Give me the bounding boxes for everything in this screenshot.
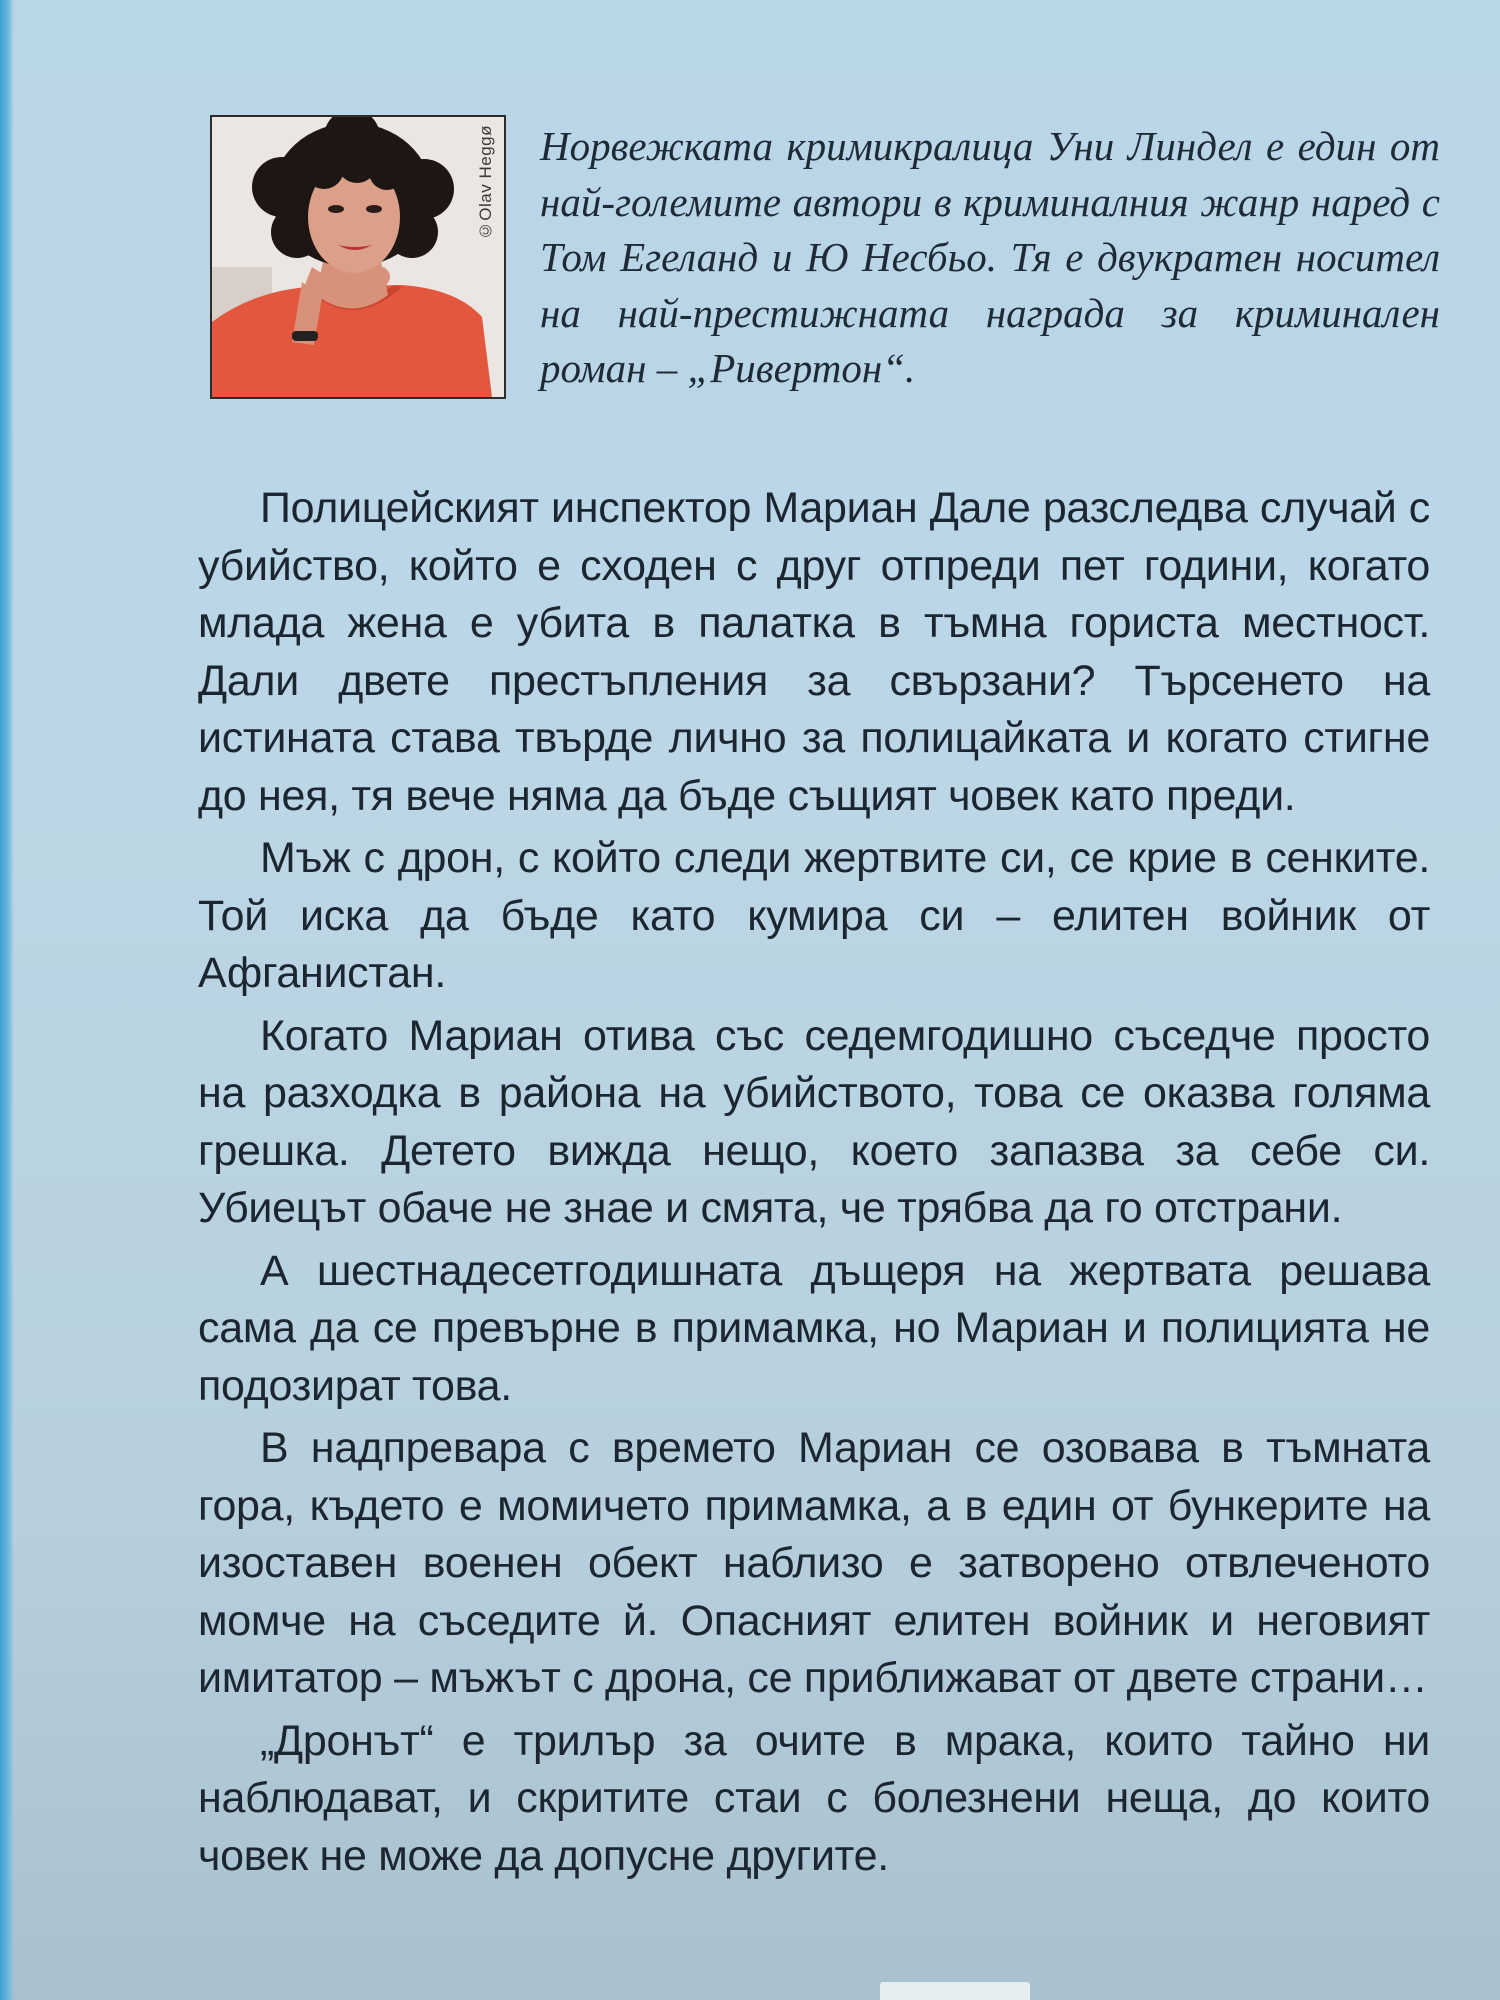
synopsis-paragraph: „Дронът“ е трилър за очите в мрака, които тайно ни наблюдават, и скритите стаи с болезнени неща, до които човек не може да допусне другите. [198, 1716, 1430, 1880]
author-bio: Норвежката кримикралица Уни Линдел е един от най-големите автори в криминалния жанр наред с Том Егеланд и Ю Несбьо. Тя е двукратен носител на най-престижната награда за криминален роман – „Ривертон“. [540, 123, 1440, 391]
author-block [210, 115, 1440, 405]
synopsis-paragraph: А шестнадесетгодишната дъщеря на жертвата решава сама да се превърне в примамка, но Мариан и полицията не подозират това. [198, 1246, 1430, 1410]
synopsis-paragraph: Когато Мариан отива със седемгодишно съседче просто на разходка в района на убийството, това се оказва голяма грешка. Детето вижда нещо, което запазва за себе си. Убиецът обаче не знае и смята, че трябва да го отстрани. [198, 1011, 1430, 1232]
synopsis-paragraph: Мъж с дрон, с който следи жертвите си, се крие в сенките. Той иска да бъде като кумира си – елитен войник от Афганистан. [198, 834, 1430, 997]
photo-credit: ©Olav Heggø [476, 125, 495, 241]
price-tag-edge [880, 1982, 1030, 2000]
cover-edge [0, 0, 14, 2000]
synopsis-paragraph: Полицейският инспектор Мариан Дале разследва случай с убийство, който е сходен с друг отпреди пет години, когато млада жена е убита в палатка в тъмна гориста местност. Дали двете престъпления за свързани? Търсенето на истината става твърде лично за полицайката и когато стигне до нея, тя вече няма да бъде същият човек като преди. [198, 484, 1430, 820]
author-portrait-image [212, 117, 504, 397]
synopsis [198, 480, 1430, 1890]
synopsis-paragraph: В надпревара с времето Мариан се озовава в тъмната гора, където е момичето примамка, а в един от бункерите на изоставен военен обект наблизо е затворено отвлеченото момче на съседите й. Опасният елитен войник и неговият имитатор – мъжът с дрона, се приближават от двете страни… [198, 1424, 1430, 1702]
author-photo [210, 115, 506, 399]
